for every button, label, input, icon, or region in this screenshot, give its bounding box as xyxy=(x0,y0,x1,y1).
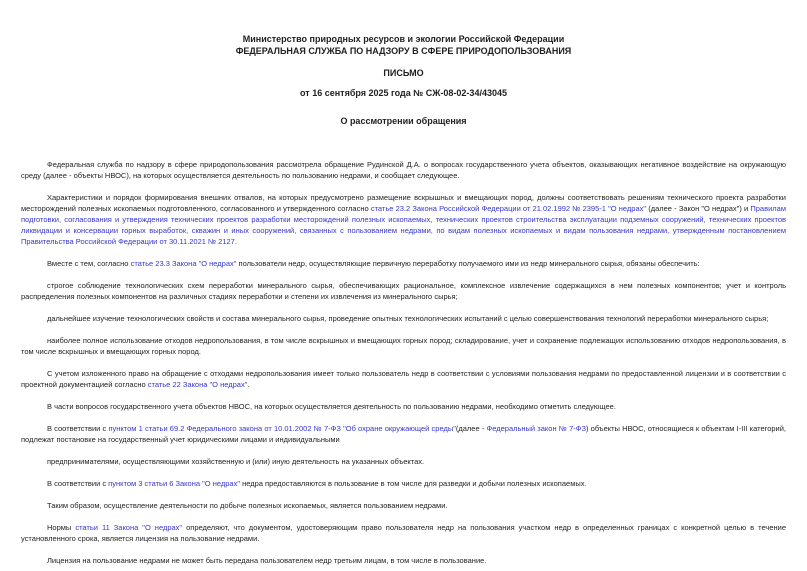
legal-reference-link[interactable]: пунктом 3 статьи 6 Закона "О недрах" xyxy=(108,479,240,488)
paragraph-text: В соответствии с xyxy=(47,479,109,488)
paragraph-text: строгое соблюдение технологических схем переработки минерального сырья, обеспечивающих рациональное, комплексное извлечение содержащихся в нем полезных компонентов; учет и контроль распределения полезных компонентов на различных стадиях переработки и степени их извлечения из минерального сырья; xyxy=(21,281,786,301)
paragraph-text: Таким образом, осуществление деятельности по добыче полезных ископаемых, является пользованием недрами. xyxy=(47,501,448,510)
paragraph xyxy=(21,478,786,489)
header-ministry: Министерство природных ресурсов и экологии Российской Федерации xyxy=(242,34,565,44)
paragraph-text: определяют, что документом, удостоверяющим право пользователя недр на пользования участком недр в определенных границах с конкретной целью в течение установленного срока, является лицензия на пользование недрами. xyxy=(21,523,786,543)
paragraph-text: предпринимателями, осуществляющими хозяйственную и (или) иную деятельность на указанных объектах. xyxy=(47,457,425,466)
paragraph-text: (далее - Закон "О недрах") и xyxy=(646,204,751,213)
paragraph-text: недра предоставляются в пользование в том числе для разведки и добычи полезных ископаемых. xyxy=(239,479,587,488)
paragraph xyxy=(21,192,786,247)
legal-reference-link[interactable]: статьи 11 Закона "О недрах" xyxy=(75,523,183,532)
paragraph-text: пользователи недр, осуществляющие первичную переработку получаемого ими из недр минерального сырья, обязаны обеспечить: xyxy=(236,259,700,268)
paragraph xyxy=(21,555,786,566)
paragraph xyxy=(21,368,786,390)
paragraph xyxy=(21,423,786,445)
paragraph xyxy=(21,456,786,467)
paragraph-text: Нормы xyxy=(47,523,76,532)
legal-reference-link[interactable]: Правилам подготовки, согласования и утверждения технических проектов разработки месторождений полезных ископаемых, технических проектов строительства эксплуатации подземных сооружений, технических проектов ликвидации и консервации горных выработок, скважин и иных сооружений, связанных с пользованием недрами, по видам полезных ископаемых и видам пользования недрами, утвержденным постановлением Правительства Российской Федерации от 30.11.2021 № 2127 xyxy=(21,204,786,246)
paragraph xyxy=(21,335,786,357)
legal-reference-link[interactable]: пунктом 1 статьи 69.2 Федерального закона от 10.01.2002 № 7-ФЗ "Об охране окружающей среды" xyxy=(108,424,456,433)
paragraph-text: Лицензия на пользование недрами не может быть передана пользователем недр третьим лицам, в том числе в пользование. xyxy=(47,556,487,565)
paragraph-text: наиболее полное использование отходов недропользования, в том числе вскрышных и вмещающих горных пород; складирование, учет и сохранение подлежащих использованию отходов недропользования, в том числе вскрышных и вмещающих горных пород. xyxy=(21,336,786,356)
paragraph-text: В части вопросов государственного учета объектов НВОС, на которых осуществляется деятельность по пользованию недрами, необходимо отметить следующее. xyxy=(47,402,616,411)
legal-reference-link[interactable]: статье 23.3 Закона "О недрах" xyxy=(130,259,237,268)
document-header xyxy=(0,0,807,57)
paragraph-text: Вместе с тем, согласно xyxy=(47,259,131,268)
paragraph xyxy=(21,313,786,324)
legal-reference-link[interactable]: Федеральный закон № 7-ФЗ xyxy=(486,424,586,433)
paragraph-text: Федеральная служба по надзору в сфере природопользования рассмотрела обращение Рудинской Д.А. о вопросах государственного учета объектов, оказывающих негативное воздействие на окружающую среду (далее - объекты НВОС), на которых осуществляется деятельность по пользованию недрами, и сообщает следующее. xyxy=(21,160,786,180)
paragraph-text: Характеристики и порядок формирования внешних отвалов, на которых предусмотрено размещение вскрышных и вмещающих пород, должны соответствовать решениям технического проекта разработки месторождений полезных ископаемых подготовленного, согласованного и утвержденного согласно xyxy=(21,193,786,213)
paragraph-text: С учетом изложенного право на обращение с отходами недропользования имеет только пользователь недр в соответствии с условиями пользования недрами по предоставленной лицензии и в соответствии с проектной документацией согласно xyxy=(21,369,786,389)
paragraph-text: В соответствии с xyxy=(47,424,109,433)
paragraph-text: . xyxy=(234,237,237,246)
paragraph-text: (далее - xyxy=(455,424,487,433)
doc-subject: О рассмотрении обращения xyxy=(340,116,467,126)
doc-date-number: от 16 сентября 2025 года № СЖ-08-02-34/43045 xyxy=(300,88,507,98)
paragraph xyxy=(21,522,786,544)
legal-reference-link[interactable]: статье 22 Закона "О недрах" xyxy=(147,380,248,389)
paragraph-text: . xyxy=(247,380,250,389)
paragraph xyxy=(21,401,786,412)
paragraph xyxy=(21,159,786,181)
legal-reference-link[interactable]: статье 23.2 Закона Российской Федерации от 21.02.1992 № 2395-1 "О недрах" xyxy=(370,204,647,213)
paragraph-text: ) объекты НВОС, относящиеся к объектам I-III категорий, подлежат постановке на государственный учет юридическими лицами и индивидуальными xyxy=(21,424,786,444)
paragraph xyxy=(21,258,786,269)
header-agency: ФЕДЕРАЛЬНАЯ СЛУЖБА ПО НАДЗОРУ В СФЕРЕ ПРИРОДОПОЛЬЗОВАНИЯ xyxy=(235,46,572,56)
paragraph xyxy=(21,280,786,302)
paragraph xyxy=(21,500,786,511)
paragraph-text: дальнейшее изучение технологических свойств и состава минерального сырья, проведение опытных технологических испытаний с целью совершенствования технологий переработки минерального сырья; xyxy=(47,314,769,323)
document-body xyxy=(21,159,786,566)
doc-type: ПИСЬМО xyxy=(383,68,424,78)
